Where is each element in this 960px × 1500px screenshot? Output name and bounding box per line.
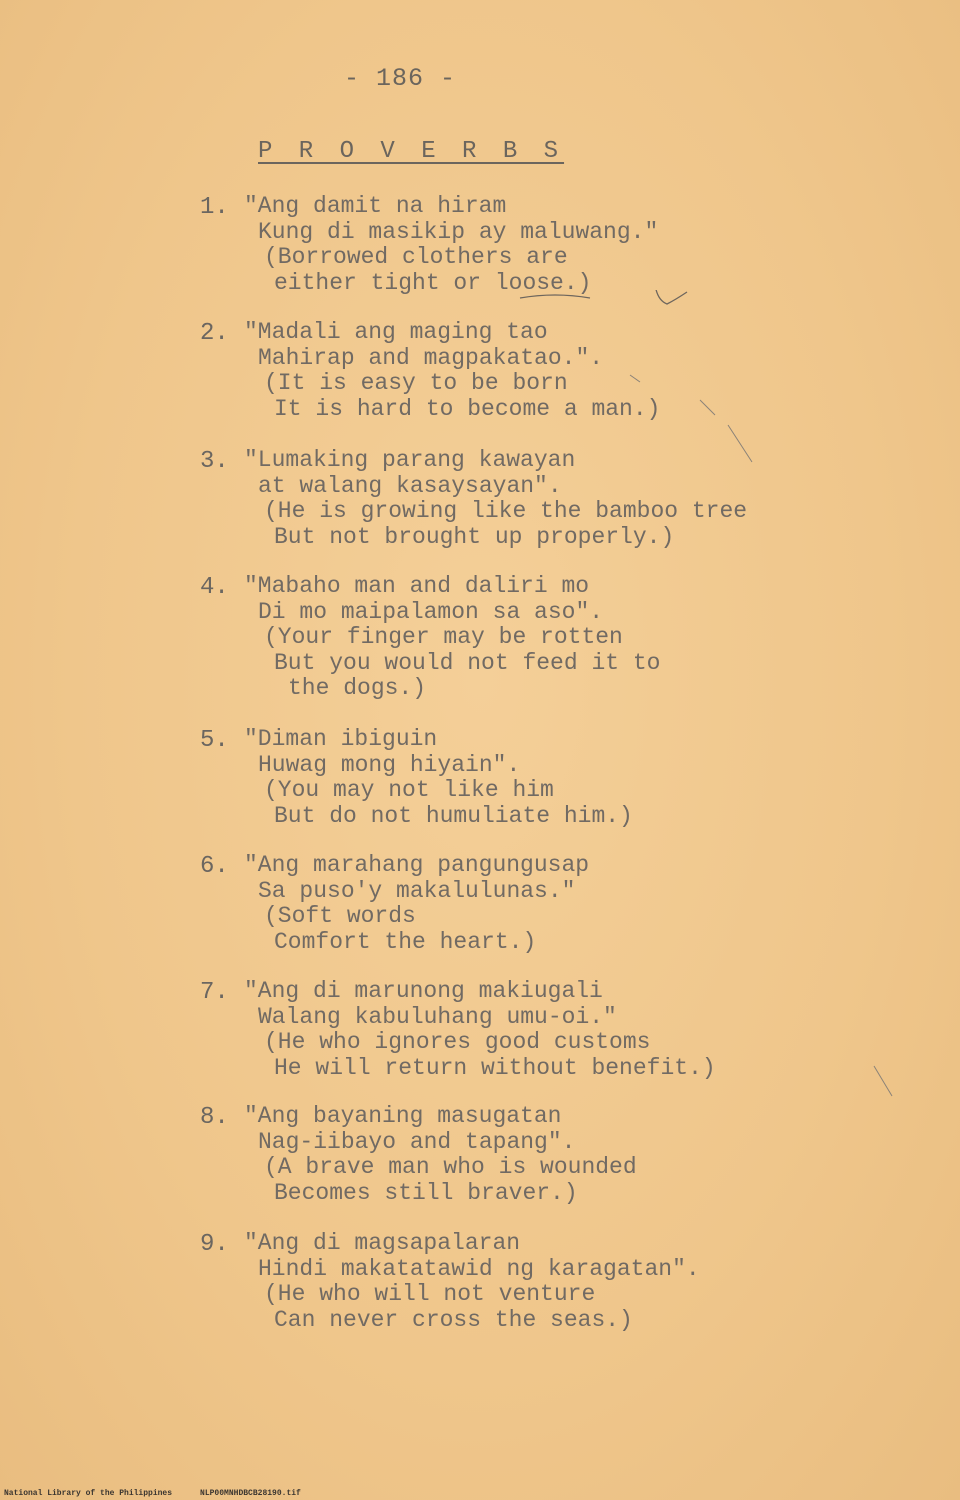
translation-line: He will return without benefit.): [274, 1054, 716, 1081]
translation-line: (It is easy to be born: [264, 370, 568, 396]
proverb-line: "Ang marahang pangungusap: [244, 852, 590, 878]
scan-filename: NLP00MNHDBCB28190.tif: [200, 1489, 301, 1498]
translation-line: Comfort the heart.): [274, 928, 537, 955]
translation-line: (Your finger may be rotten: [264, 624, 623, 650]
translation-line: (You may not like him: [264, 777, 554, 803]
translation-line: either tight or loose.): [274, 269, 592, 296]
proverb-line: Sa puso'y makalulunas.": [258, 877, 576, 904]
proverb-line: "Ang bayaning masugatan: [244, 1103, 562, 1129]
translation-line: But you would not feed it to: [274, 649, 661, 676]
proverb-line: Mahirap and magpakatao.".: [258, 344, 604, 371]
proverb-line: "Ang di marunong makiugali: [244, 978, 603, 1004]
proverb-line: Nag-iibayo and tapang".: [258, 1128, 576, 1155]
translation-line: (He who will not venture: [264, 1281, 596, 1307]
proverb-line: at walang kasaysayan".: [258, 472, 562, 499]
proverb-line: "Madali ang maging tao: [244, 319, 548, 345]
proverb-number: 8.: [200, 1104, 229, 1131]
translation-line: (Soft words: [264, 903, 416, 929]
page-number: - 186 -: [343, 64, 457, 93]
proverb-line: "Ang di magsapalaran: [244, 1230, 521, 1256]
proverb-number: 7.: [200, 979, 229, 1006]
translation-line: Becomes still braver.): [274, 1179, 578, 1206]
translation-line: Can never cross the seas.): [274, 1306, 633, 1333]
scan-footer: [4, 1489, 329, 1498]
translation-line: the dogs.): [288, 675, 427, 701]
library-credit: National Library of the Philippines: [4, 1489, 173, 1498]
proverb-number: 3.: [200, 448, 229, 475]
translation-line: (A brave man who is wounded: [264, 1154, 637, 1180]
proverb-line: "Diman ibiguin: [244, 726, 438, 752]
translation-line: But do not humuliate him.): [274, 802, 633, 829]
pencil-stroke-icon: [870, 1062, 900, 1102]
pencil-stroke-icon: [620, 370, 770, 470]
proverb-number: 5.: [200, 727, 229, 754]
proverb-line: "Lumaking parang kawayan: [244, 447, 576, 473]
proverb-number: 1.: [200, 194, 229, 221]
proverb-line: Di mo maipalamon sa aso".: [258, 598, 604, 625]
translation-line: (He is growing like the bamboo tree: [264, 498, 748, 524]
page-title: P R O V E R B S: [258, 138, 565, 165]
translation-line: It is hard to become a man.): [274, 395, 661, 422]
pencil-mark-icon: [515, 290, 695, 312]
translation-line: (Borrowed clothers are: [264, 244, 568, 270]
proverb-number: 9.: [200, 1231, 229, 1258]
translation-line: (He who ignores good customs: [264, 1029, 651, 1055]
proverb-line: Walang kabuluhang umu-oi.": [258, 1003, 617, 1030]
proverb-number: 4.: [200, 574, 229, 601]
proverb-line: Kung di masikip ay maluwang.": [258, 218, 659, 245]
translation-line: But not brought up properly.): [274, 523, 675, 550]
proverb-line: Hindi makatatawid ng karagatan".: [258, 1255, 700, 1282]
proverb-number: 2.: [200, 320, 229, 347]
proverb-line: "Ang damit na hiram: [244, 193, 507, 219]
proverb-number: 6.: [200, 853, 229, 880]
proverb-line: "Mabaho man and daliri mo: [244, 573, 590, 599]
proverb-line: Huwag mong hiyain".: [258, 751, 521, 778]
